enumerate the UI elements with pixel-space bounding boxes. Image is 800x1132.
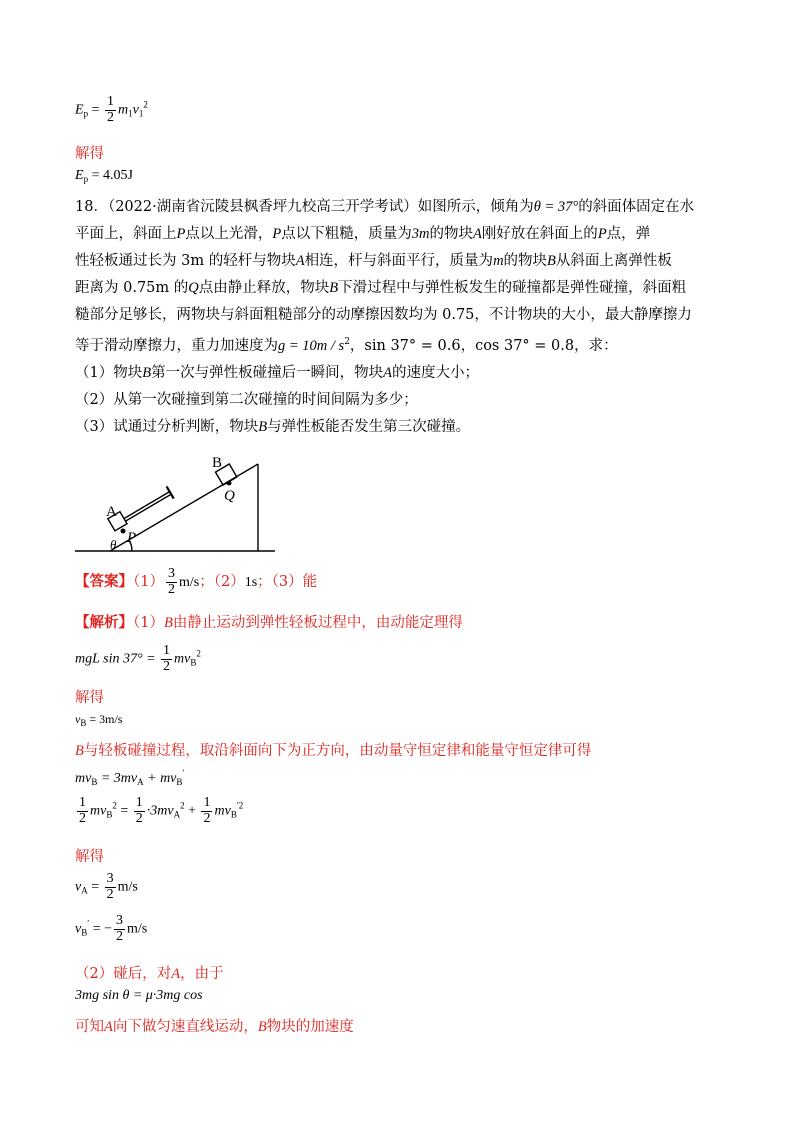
q18-line-6: 等于滑动摩擦力，重力加速度为$g = 10m / s^2$，sin 37° = 0.6，cos 37° = 0.8，求： xyxy=(75,337,618,354)
va-value: $v_A$ = $\frac{3}{2}$ m/s xyxy=(75,871,138,902)
rod xyxy=(121,486,174,525)
q18-line-1: 18．（2022·湖南省沅陵县枫香坪九校高三开学考试）如图所示，倾角为θ = 37°的斜面体固定在水 xyxy=(75,199,695,215)
vb-value: $v_B = 3m/s$ xyxy=(75,712,123,728)
incline-figure xyxy=(70,450,280,560)
equation-friction: 3mg sin θ = μ·3mg cos xyxy=(75,988,203,1003)
equation-energy: $\frac{1}{2}$ $mv_B^2$ = $\frac{1}{2}$ $\cdot 3mv_A^2$ + $\frac{1}{2}$ $mv_B^{'2}$ xyxy=(79,795,244,826)
q18-sub-1: （1）物块B第一次与弹性板碰撞后一瞬间，物块A的速度大小； xyxy=(75,364,479,381)
point-p xyxy=(121,529,126,534)
label-q: Q xyxy=(224,488,235,504)
q18-line-4: 距离为 0.75m 的Q点由静止释放，物块B下滑过程中与弹性板发生的碰撞都是弹性碰撞，斜面粗 xyxy=(75,280,687,296)
q18-sub-2: （2）从第一次碰撞到第二次碰撞的时间间隔为多少； xyxy=(75,391,418,408)
label-theta: θ xyxy=(110,537,117,552)
answer: 【答案】（1） $\frac{3}{2}$ m/s；（2）1s；（3）能 xyxy=(75,566,318,597)
label-p: P xyxy=(127,530,137,546)
jiede-label-1: 解得 xyxy=(75,146,104,162)
equation-momentum: $mv_B = 3mv_A + mv_B'$ xyxy=(75,768,185,787)
q18-line-3: 性轻板通过长为 3m 的轻杆与物块A相连，杆与斜面平行，质量为m的物块B从斜面上离弹性板 xyxy=(75,253,672,269)
q18-line-5: 糙部分足够长，两物块与斜面粗糙部分的动摩擦因数均为 0.75，不计物块的大小，最大静摩擦力 xyxy=(75,307,692,323)
analysis-collision: B与轻板碰撞过程，取沿斜面向下为正方向，由动量守恒定律和能量守恒定律可得 xyxy=(75,743,592,759)
analysis-intro: 【解析】（1）B由静止运动到弹性轻板过程中，由动能定理得 xyxy=(75,614,463,631)
q18-sub-3: （3）试通过分析判断，物块B与弹性板能否发生第三次碰撞。 xyxy=(75,418,471,435)
point-q xyxy=(227,481,232,486)
label-b: B xyxy=(212,455,223,471)
analysis-part-2: （2）碰后，对A，由于 xyxy=(75,966,224,982)
ep-value: $E_p = 4.05J$ xyxy=(75,168,133,184)
equation-ep: $E_p$ = $\frac{1}{2}$ $m_1v_1^2$ xyxy=(75,94,148,125)
vb-prime-value: $v_B'$ = − $\frac{3}{2}$ m/s xyxy=(75,913,148,944)
q18-line-2: 平面上，斜面上P点以上光滑，P点以下粗糙，质量为3m的物块A刚好放在斜面上的P点，弹 xyxy=(75,226,651,242)
question-18 xyxy=(75,194,735,441)
equation-work-energy: mgL sin 37° = $\frac{1}{2}$ $mv_B^2$ xyxy=(75,643,201,674)
label-a: A xyxy=(106,504,117,520)
jiede-label-3: 解得 xyxy=(75,849,104,865)
jiede-label-2: 解得 xyxy=(75,690,104,706)
analysis-conclusion: 可知A向下做匀速直线运动，B物块的加速度 xyxy=(75,1019,354,1035)
